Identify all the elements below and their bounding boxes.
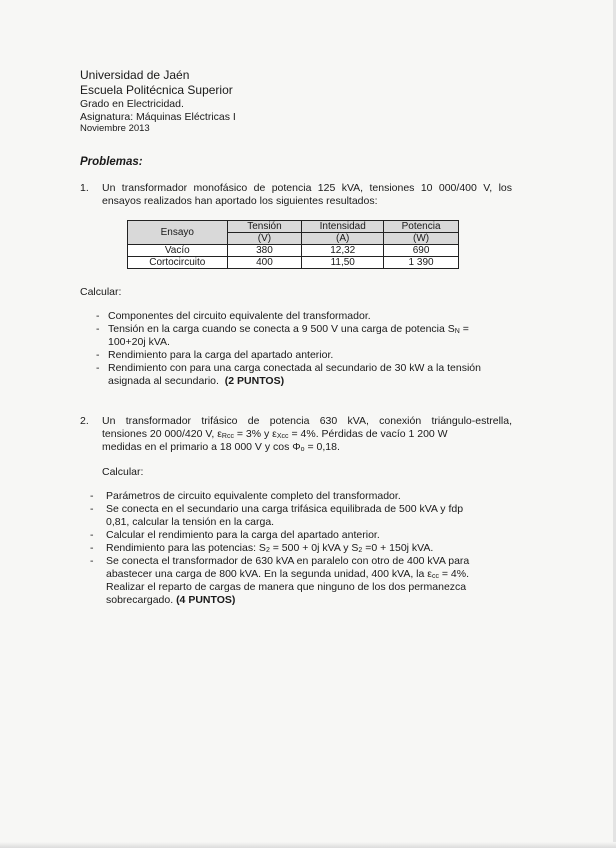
- cell-intensidad: 12,32: [302, 245, 384, 257]
- line-2-text: tensiones 20 000/420 V, ε: [102, 428, 222, 440]
- problem-1-calcular: Calcular:: [80, 286, 122, 298]
- item-2-equals: =: [459, 323, 469, 335]
- problem-1-number: 1.: [80, 182, 89, 194]
- problem-2-item-2-cont: 0,81, calcular la tensión en la carga.: [106, 516, 275, 528]
- line-3-text: medidas en el primario a 18 000 V y cos Φ: [102, 441, 301, 453]
- cell-potencia: 1 390: [384, 257, 459, 269]
- problem-2-calcular: Calcular:: [102, 466, 144, 478]
- unit-potencia: (W): [384, 233, 459, 245]
- table-header-row: [128, 221, 459, 233]
- bullet: -: [96, 349, 100, 361]
- section-title: Problemas:: [80, 156, 143, 168]
- problem-1-intro-line-2: ensayos realizados han aportado los siguientes resultados:: [102, 195, 378, 207]
- problem-1-item-4-cont: [108, 375, 284, 387]
- points: (4 PUNTOS): [176, 594, 236, 606]
- problem-2-line-3: [102, 441, 340, 453]
- problem-1-intro-line-1: Un transformador monofásico de potencia 125 kVA, tensiones 10 000/400 V, los: [102, 182, 512, 194]
- problem-1-item-3: Rendimiento para la carga del apartado anterior.: [108, 349, 334, 361]
- table-row: [128, 245, 459, 257]
- cell-tension: 380: [227, 245, 302, 257]
- subscript: Xcc: [276, 433, 289, 440]
- table-row: [128, 257, 459, 269]
- points: (2 PUNTOS): [224, 375, 285, 387]
- subscript: Rcc: [221, 433, 234, 440]
- problem-1-item-2-cont: 100+20j kVA.: [108, 336, 170, 348]
- header-intensidad: Intensidad: [302, 221, 384, 233]
- subscript: 2: [358, 547, 363, 554]
- cell-ensayo: Cortocircuito: [128, 257, 228, 269]
- problem-2-item-5-cont-2: Realizar el reparto de cargas de manera que ninguno de los dos permanezca: [106, 581, 467, 593]
- line-2-text: = 3% y ε: [233, 428, 277, 440]
- problem-2-item-4: [106, 542, 433, 554]
- results-table: [127, 220, 459, 269]
- scan-edge-bottom: [0, 842, 616, 848]
- bullet: -: [96, 310, 100, 322]
- item-5-text: abastecer una carga de 800 kVA. En la segunda unidad, 400 kVA, la ε: [106, 568, 432, 580]
- subscript: cc: [431, 573, 439, 580]
- line-3-text: = 0,18.: [304, 441, 340, 453]
- bullet: -: [90, 490, 94, 502]
- unit-tension: (V): [227, 233, 302, 245]
- problem-2-line-1: Un transformador trifásico de potencia 630 kVA, conexión triángulo-estrella,: [102, 415, 512, 427]
- university-name: Universidad de Jaén: [80, 68, 190, 82]
- subscript: 2: [265, 547, 270, 554]
- problem-2-item-5-cont-3: [106, 594, 235, 606]
- degree-name: Grado en Electricidad.: [80, 98, 184, 110]
- problem-1-item-1: Componentes del circuito equivalente del transformador.: [108, 310, 371, 322]
- item-4-text: asignada al secundario.: [108, 375, 219, 387]
- header-potencia: Potencia: [384, 221, 459, 233]
- school-name: Escuela Politécnica Superior: [80, 83, 233, 97]
- subject-name: Asignatura: Máquinas Eléctricas I: [80, 111, 236, 123]
- item-5-text: sobrecargado.: [106, 594, 174, 606]
- cell-intensidad: 11,50: [302, 257, 384, 269]
- bullet: -: [96, 362, 100, 374]
- bullet: -: [90, 542, 94, 554]
- bullet: -: [90, 555, 94, 567]
- bullet: -: [96, 323, 100, 335]
- item-5-text: = 4%.: [438, 568, 469, 580]
- header-ensayo: Ensayo: [128, 221, 228, 245]
- line-2-text: = 4%. Pérdidas de vacío 1 200 W: [288, 428, 448, 440]
- problem-2-item-3: Calcular el rendimiento para la carga del apartado anterior.: [106, 529, 380, 541]
- problem-1-item-2: [108, 323, 469, 335]
- item-2-text: Tensión en la carga cuando se conecta a 9 500 V una carga de potencia S: [108, 323, 455, 335]
- item-4-text: =0 + 150j kVA.: [362, 542, 434, 554]
- cell-potencia: 690: [384, 245, 459, 257]
- subscript: o: [300, 446, 305, 453]
- cell-ensayo: Vacío: [128, 245, 228, 257]
- item-4-text: = 500 + 0j kVA y S: [269, 542, 359, 554]
- problem-1-item-4: Rendimiento con para una carga conectada al secundario de 30 kW a la tensión: [108, 362, 481, 374]
- bullet: -: [90, 503, 94, 515]
- exam-date: Noviembre 2013: [80, 123, 150, 134]
- problem-2-item-5: Se conecta el transformador de 630 kVA en paralelo con otro de 400 kVA para: [106, 555, 470, 567]
- header-tension: Tensión: [227, 221, 302, 233]
- problem-2-item-5-cont: [106, 568, 469, 580]
- problem-2-number: 2.: [80, 415, 89, 427]
- cell-tension: 400: [227, 257, 302, 269]
- problem-2-item-2: Se conecta en el secundario una carga trifásica equilibrada de 500 kVA y fdp: [106, 503, 464, 515]
- item-4-text: Rendimiento para las potencias: S: [106, 542, 266, 554]
- problem-2-line-2: [102, 428, 448, 440]
- subscript: N: [454, 328, 460, 335]
- unit-intensidad: (A): [302, 233, 384, 245]
- problem-2-item-1: Parámetros de circuito equivalente completo del transformador.: [106, 490, 401, 502]
- bullet: -: [90, 529, 94, 541]
